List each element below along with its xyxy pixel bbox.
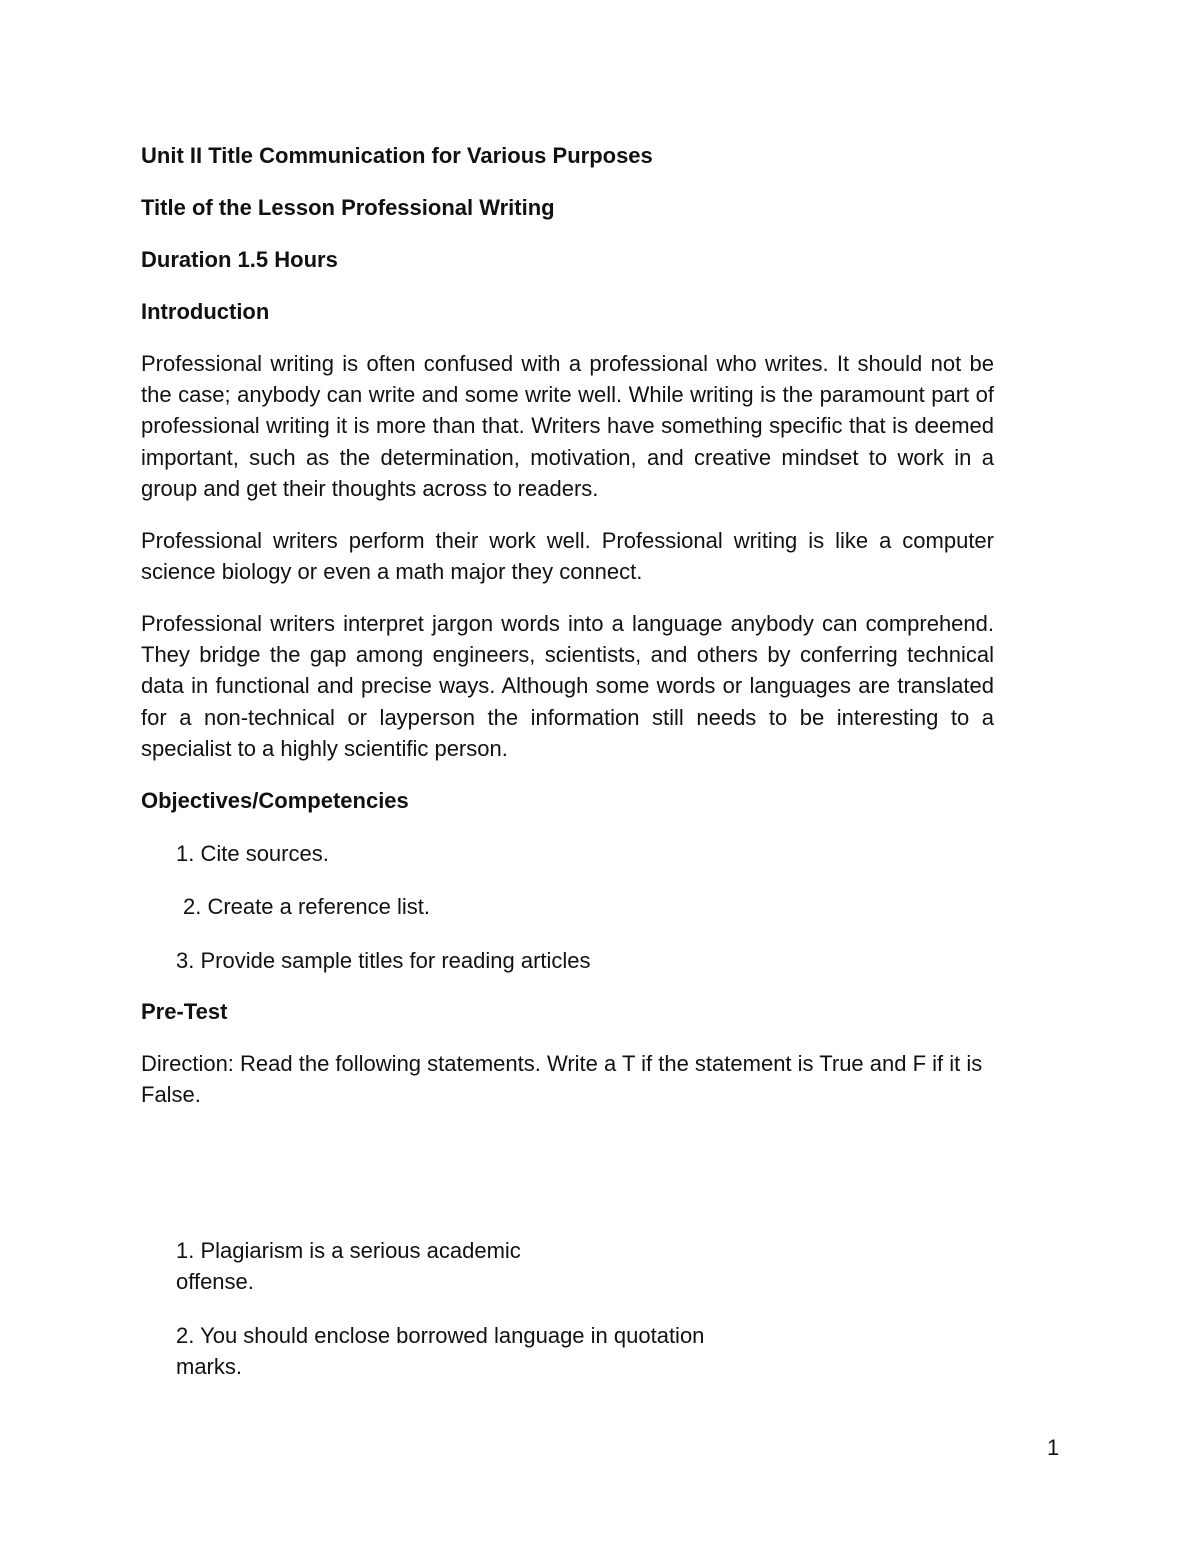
introduction-paragraph: Professional writers perform their work well. Professional writing is like a computer science biology or even a math major they connect. (141, 528, 994, 585)
unit-title: Unit II Title Communication for Various Purposes (141, 143, 653, 168)
pretest-heading: Pre-Test (141, 999, 228, 1024)
objective-item: 2. Create a reference list. (183, 894, 431, 919)
objective-item: 1. Cite sources. (176, 841, 329, 866)
introduction-paragraph: Professional writers interpret jargon words into a language anybody can comprehend. They bridge the gap among engineers, scientists, and others by conferring technical data in functional and precise ways. Although some words or languages are translated for a non-technical or layperson the information still needs to be interesting to a specialist to a highly scientific person. (141, 611, 994, 761)
pretest-question: 2. You should enclose borrowed language in quotation marks. (176, 1323, 705, 1379)
lesson-duration: Duration 1.5 Hours (141, 247, 338, 272)
pretest-question: 1. Plagiarism is a serious academic offense. (176, 1238, 521, 1294)
objective-item: 3. Provide sample titles for reading articles (176, 948, 591, 973)
introduction-heading: Introduction (141, 299, 270, 324)
page-number: 1 (1047, 1435, 1060, 1460)
introduction-paragraph: Professional writing is often confused with a professional who writes. It should not be the case; anybody can write and some write well. While writing is the paramount part of professional writing it is more than that. Writers have something specific that is deemed important, such as the determination, motivation, and creative mindset to work in a group and get their thoughts across to readers. (141, 351, 994, 501)
objectives-heading: Objectives/Competencies (141, 788, 409, 813)
lesson-title: Title of the Lesson Professional Writing (141, 195, 555, 220)
pretest-direction: Direction: Read the following statements. Write a T if the statement is True and F if it is False. (141, 1051, 983, 1108)
